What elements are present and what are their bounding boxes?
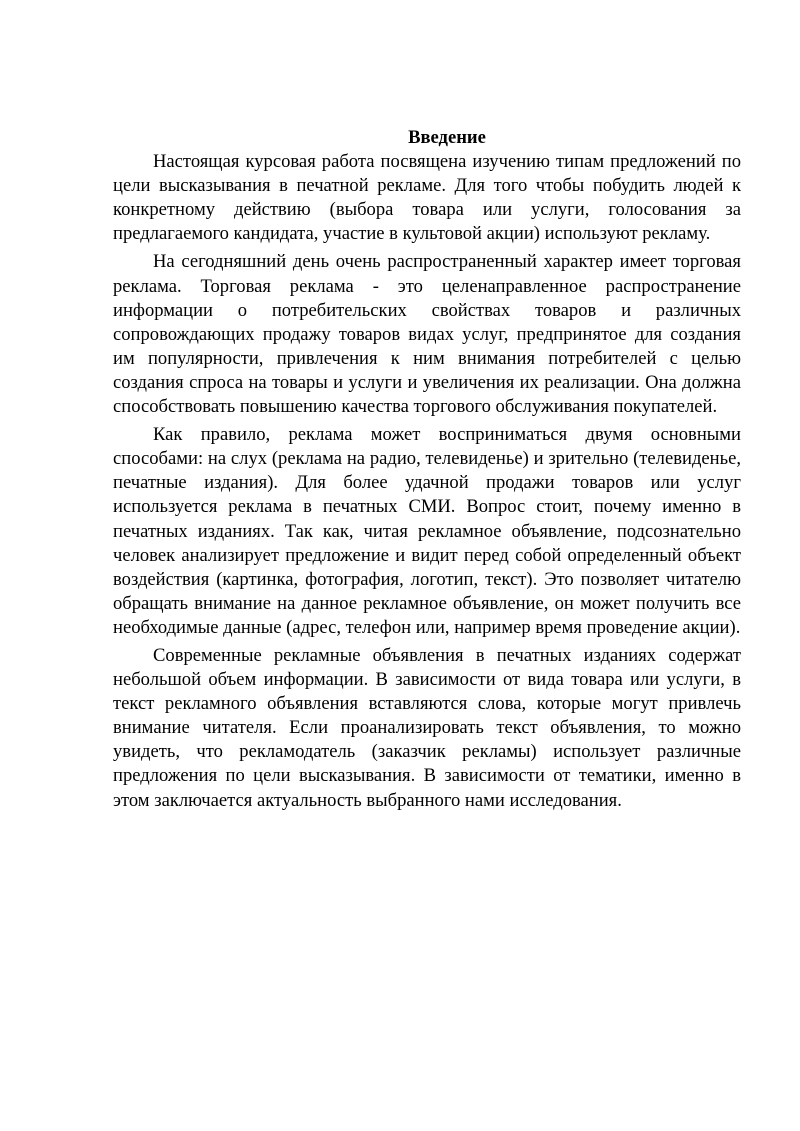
document-title: Введение <box>408 127 486 148</box>
paragraph-2: На сегодняшний день очень распространенный характер имеет торговая реклама. Торговая реклама - это целенаправленное распространение информации о потребительских свойствах товаров и различных сопровождающих продажу товаров видах услуг, предпринятое для создания им популярности, привлечения к ним внимания потребителей с целью создания спроса на товары и услуги и увеличения их реализации. Она должна способствовать повышению качества торгового обслуживания покупателей. <box>113 251 741 418</box>
paragraph-1: Настоящая курсовая работа посвящена изучению типам предложений по цели высказывания в печатной рекламе. Для того чтобы побудить людей к конкретному действию (выбора товара или услуги, голосования за предлагаемого кандидата, участие в культовой акции) используют рекламу. <box>113 151 741 245</box>
document-page <box>113 126 741 817</box>
paragraph-4: Современные рекламные объявления в печатных изданиях содержат небольшой объем информации. В зависимости от вида товара или услуги, в текст рекламного объявления вставляются слова, которые могут привлечь внимание читателя. Если проанализировать текст объявления, то можно увидеть, что рекламодатель (заказчик рекламы) использует различные предложения по цели высказывания. В зависимости от тематики, именно в этом заключается актуальность выбранного нами исследования. <box>113 644 741 811</box>
paragraph-3: Как правило, реклама может восприниматься двумя основными способами: на слух (реклама на радио, телевиденье) и зрительно (телевиденье, печатные издания). Для более удачной продажи товаров или услуг используется реклама в печатных СМИ. Вопрос стоит, почему именно в печатных изданиях. Так как, читая рекламное объявление, подсознательно человек анализирует предложение и видит перед собой определенный объект воздействия (картинка, фотография, логотип, текст). Это позволяет читателю обращать внимание на данное рекламное объявление, он может получить все необходимые данные (адрес, телефон или, например время проведение акции). <box>113 424 741 638</box>
